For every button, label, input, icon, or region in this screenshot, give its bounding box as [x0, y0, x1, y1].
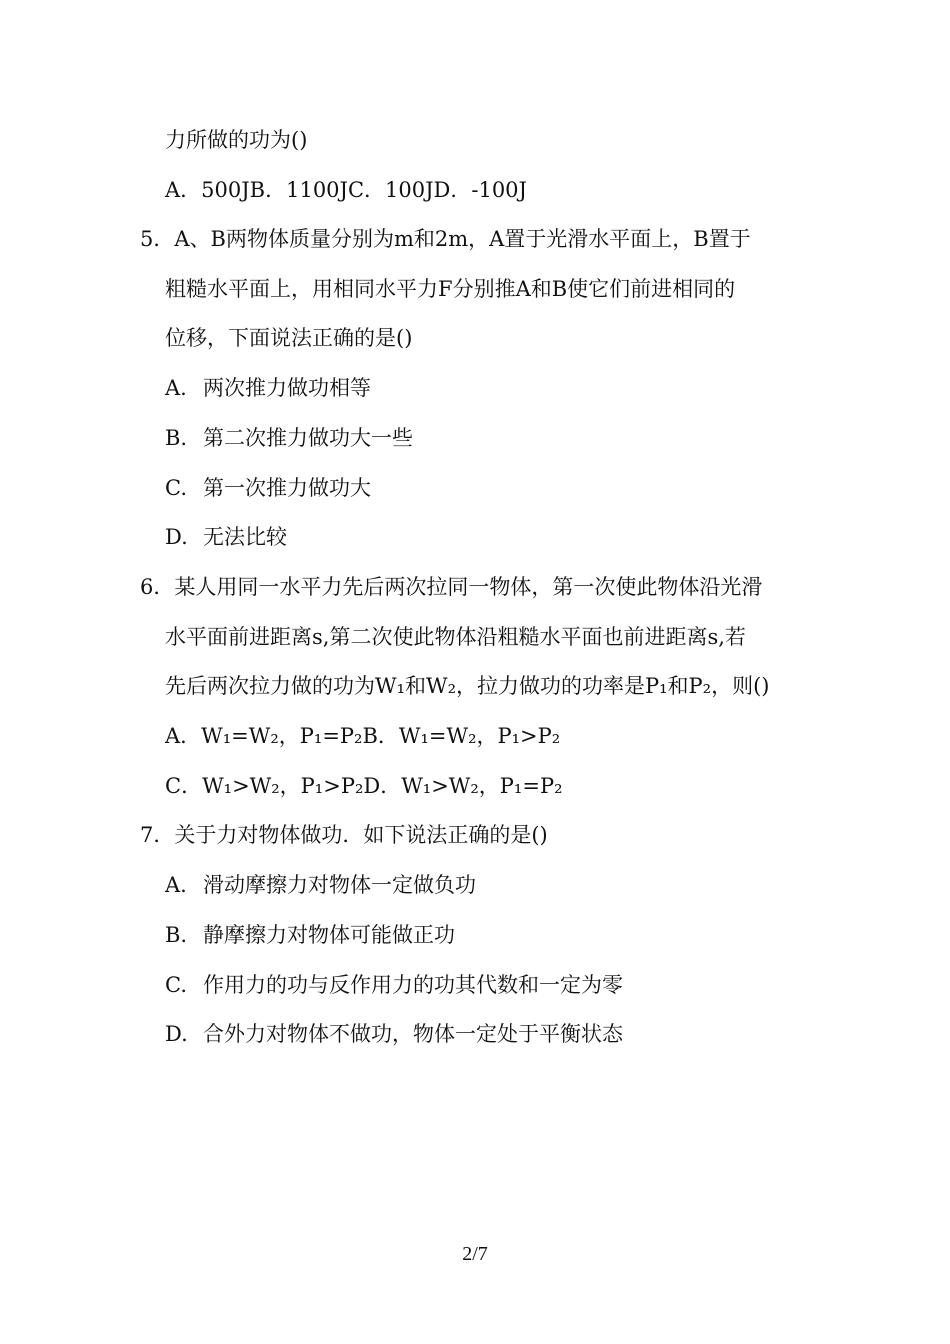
q4-options: A．500JB．1100JC．100JD．-100J — [165, 178, 527, 202]
q5-option-b — [165, 423, 413, 453]
option-text: 静摩擦力对物体可能做正功 — [203, 923, 455, 947]
option-text: 两次推力做功相等 — [203, 376, 371, 400]
option-label: B. — [165, 923, 188, 947]
q5-line-1: 5．A、B两物体质量分别为m和2m，A置于光滑水平面上，B置于 — [140, 227, 751, 251]
q7-option-c — [165, 970, 623, 1000]
q7-line-1: 7．关于力对物体做功．如下说法正确的是() — [140, 823, 548, 847]
option-label: B. — [165, 426, 188, 450]
q7-option-d — [165, 1019, 623, 1049]
q6-options-2: C．W₁>W₂，P₁>P₂D．W₁>W₂，P₁=P₂ — [165, 774, 563, 798]
option-text: 无法比较 — [203, 525, 287, 549]
option-text: 第二次推力做功大一些 — [203, 426, 413, 450]
q7-option-a — [165, 870, 476, 900]
q7-option-b — [165, 920, 455, 950]
option-label: C. — [165, 973, 187, 997]
option-label: D. — [165, 525, 188, 549]
q6-line-2: 水平面前进距离s,第二次使此物体沿粗糙水平面也前进距离s,若 — [165, 625, 746, 649]
option-label: D. — [165, 1022, 188, 1046]
q4-continuation: 力所做的功为() — [165, 128, 308, 152]
option-text: 合外力对物体不做功，物体一定处于平衡状态 — [203, 1022, 623, 1046]
q5-option-c — [165, 473, 371, 503]
option-label: A. — [165, 376, 187, 400]
q6-line-1: 6．某人用同一水平力先后两次拉同一物体，第一次使此物体沿光滑 — [140, 575, 763, 599]
option-label: A. — [165, 873, 187, 897]
q5-line-3: 位移，下面说法正确的是() — [165, 326, 413, 350]
page-number: 2/7 — [462, 1243, 488, 1265]
q5-option-d — [165, 522, 287, 552]
q6-options-1: A．W₁=W₂，P₁=P₂B．W₁=W₂，P₁>P₂ — [165, 724, 561, 748]
option-text: 滑动摩擦力对物体一定做负功 — [203, 873, 476, 897]
q5-line-2: 粗糙水平面上，用相同水平力F分别推A和B使它们前进相同的 — [165, 277, 736, 301]
q5-option-a — [165, 373, 371, 403]
option-label: C. — [165, 476, 187, 500]
q6-line-3: 先后两次拉力做的功为W₁和W₂，拉力做功的功率是P₁和P₂，则() — [165, 674, 770, 698]
option-text: 作用力的功与反作用力的功其代数和一定为零 — [203, 973, 623, 997]
option-text: 第一次推力做功大 — [203, 476, 371, 500]
